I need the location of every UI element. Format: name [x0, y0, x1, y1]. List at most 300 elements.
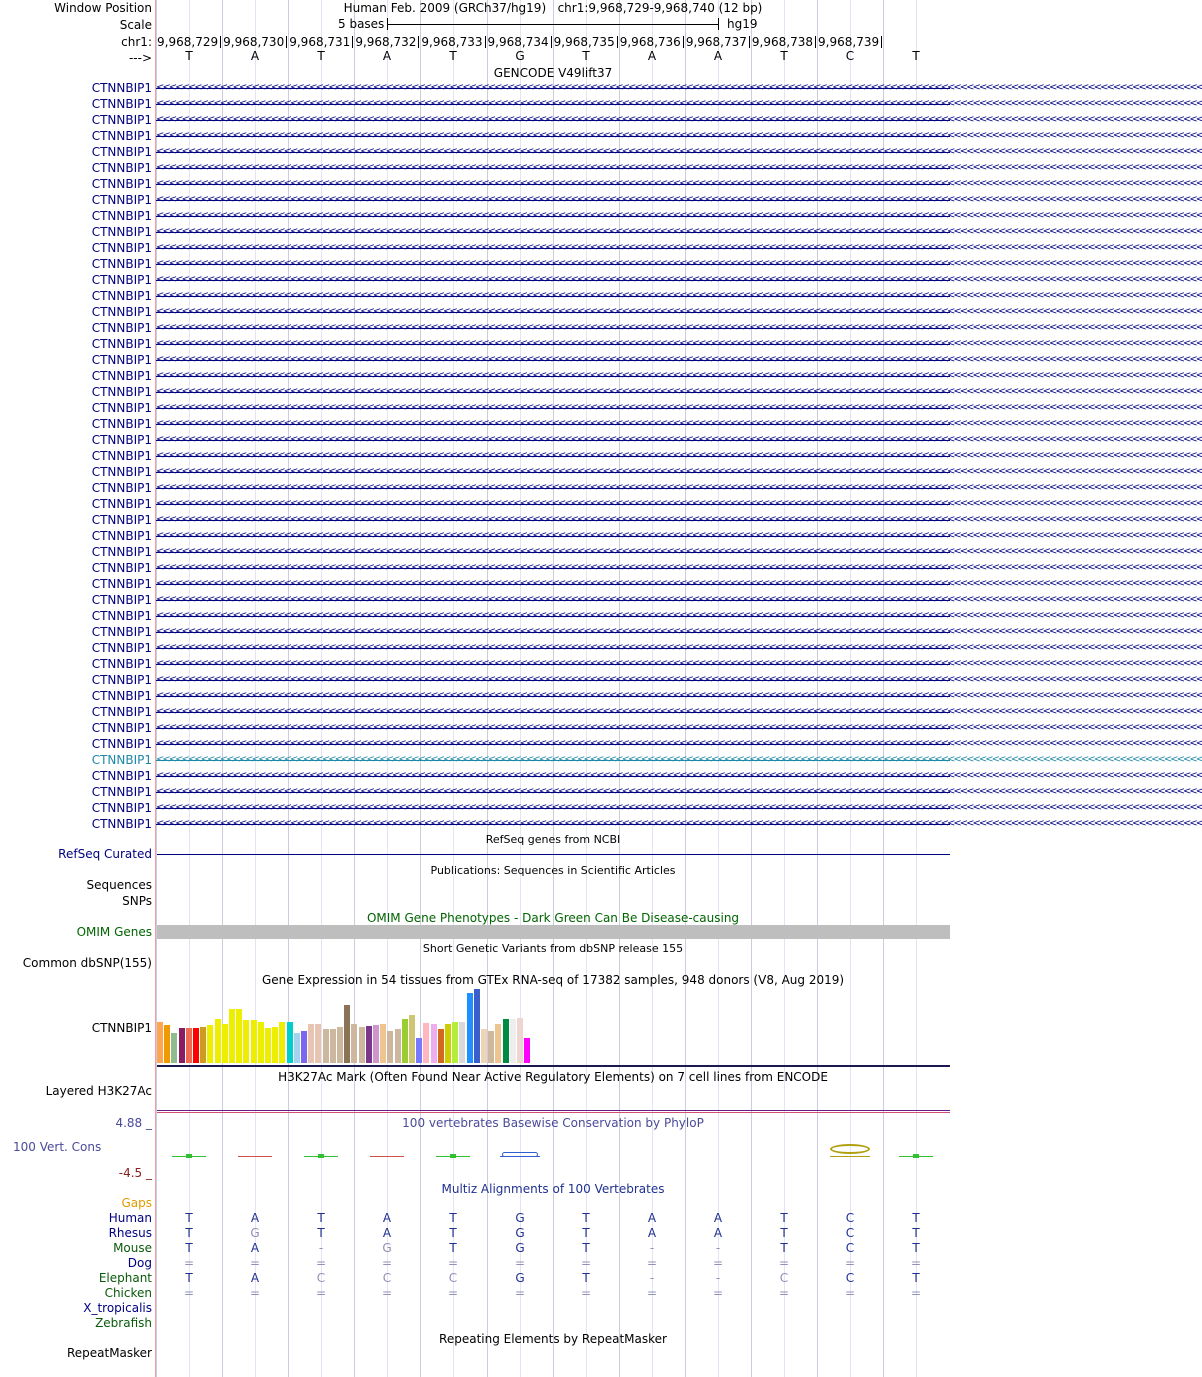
- alignment-base: T: [780, 1226, 788, 1240]
- gtex-tissue-bar[interactable]: [258, 1022, 264, 1063]
- gtex-tissue-bar[interactable]: [387, 1031, 393, 1063]
- transcript-label[interactable]: CTNNBIP1: [91, 433, 152, 447]
- gtex-tissue-bar[interactable]: [323, 1029, 329, 1063]
- transcript-track[interactable]: [156, 465, 1202, 479]
- transcript-track[interactable]: [156, 529, 1202, 543]
- transcript-strand-arrows: <<<<<<<<<<<<<<<<<<<<<<<<<<<<<<<<<<<<<<<<<<<<<<<<<<<<<<<<<<<<<<<<<<<<<<<<<<<<<<<<<<<<<<<<<<<<<<<<<<<<<<<<<<<<<<<<<<<<<<<<<<<<<<<<<<<<<<<<<<<<<<<<<<<<<<<<<<<<<<<<<<<<: [156, 98, 1202, 109]
- transcript-track[interactable]: [156, 209, 1202, 223]
- alignment-base: =: [249, 1286, 261, 1300]
- transcript-label[interactable]: CTNNBIP1: [91, 753, 152, 767]
- alignment-base: =: [315, 1286, 327, 1300]
- gtex-tissue-bar[interactable]: [467, 993, 473, 1063]
- gtex-tissue-bar[interactable]: [366, 1026, 372, 1063]
- gtex-tissue-bar[interactable]: [294, 1033, 300, 1063]
- base-letter: A: [250, 49, 260, 63]
- alignment-base: T: [449, 1226, 457, 1240]
- alignment-base: T: [912, 1211, 920, 1225]
- transcript-label[interactable]: CTNNBIP1: [91, 417, 152, 431]
- refseq-track-label[interactable]: RefSeq Curated: [58, 847, 152, 861]
- alignment-base: =: [315, 1256, 327, 1270]
- transcript-track[interactable]: [156, 561, 1202, 575]
- alignment-base: A: [250, 1241, 260, 1255]
- gtex-tissue-bar[interactable]: [164, 1025, 170, 1063]
- gtex-baseline: [157, 1065, 950, 1067]
- alignment-base: =: [381, 1286, 393, 1300]
- gtex-tissue-bar[interactable]: [402, 1019, 408, 1063]
- transcript-track[interactable]: [156, 785, 1202, 799]
- gtex-tissue-bar[interactable]: [380, 1024, 386, 1063]
- transcript-strand-arrows: <<<<<<<<<<<<<<<<<<<<<<<<<<<<<<<<<<<<<<<<<<<<<<<<<<<<<<<<<<<<<<<<<<<<<<<<<<<<<<<<<<<<<<<<<<<<<<<<<<<<<<<<<<<<<<<<<<<<<<<<<<<<<<<<<<<<<<<<<<<<<<<<<<<<<<<<<<<<<<<<<<<<: [156, 722, 1202, 733]
- coordinate-tick: [220, 36, 221, 48]
- transcript-label[interactable]: CTNNBIP1: [91, 817, 152, 831]
- publications-sequences-label[interactable]: Sequences: [86, 878, 152, 892]
- coordinate-tick: [749, 36, 750, 48]
- phylop-score-dot: [913, 1154, 919, 1158]
- coordinate-tick: [815, 36, 816, 48]
- gtex-tissue-bar[interactable]: [438, 1029, 444, 1063]
- phylop-score-mark: [830, 1156, 870, 1157]
- position-title: [156, 1, 950, 15]
- species-label[interactable]: Dog: [127, 1256, 152, 1270]
- alignment-base: T: [185, 1211, 193, 1225]
- h3k27ac-track-title[interactable]: H3K27Ac Mark (Often Found Near Active Regulatory Elements) on 7 cell lines from ENCODE: [278, 1070, 828, 1084]
- transcript-label[interactable]: CTNNBIP1: [91, 145, 152, 159]
- gtex-bar-chart[interactable]: [157, 988, 577, 1063]
- alignment-base: C: [382, 1271, 392, 1285]
- phylop-min-label: -4.5 _: [118, 1166, 152, 1180]
- gtex-tissue-bar[interactable]: [395, 1029, 401, 1063]
- gtex-tissue-bar[interactable]: [186, 1028, 192, 1063]
- transcript-label[interactable]: CTNNBIP1: [91, 177, 152, 191]
- alignment-base: =: [712, 1256, 724, 1270]
- omim-bar[interactable]: [157, 925, 950, 939]
- transcript-label[interactable]: CTNNBIP1: [91, 785, 152, 799]
- transcript-label[interactable]: CTNNBIP1: [91, 353, 152, 367]
- transcript-strand-arrows: <<<<<<<<<<<<<<<<<<<<<<<<<<<<<<<<<<<<<<<<<<<<<<<<<<<<<<<<<<<<<<<<<<<<<<<<<<<<<<<<<<<<<<<<<<<<<<<<<<<<<<<<<<<<<<<<<<<<<<<<<<<<<<<<<<<<<<<<<<<<<<<<<<<<<<<<<<<<<<<<<<<<: [156, 226, 1202, 237]
- transcript-strand-arrows: <<<<<<<<<<<<<<<<<<<<<<<<<<<<<<<<<<<<<<<<<<<<<<<<<<<<<<<<<<<<<<<<<<<<<<<<<<<<<<<<<<<<<<<<<<<<<<<<<<<<<<<<<<<<<<<<<<<<<<<<<<<<<<<<<<<<<<<<<<<<<<<<<<<<<<<<<<<<<<<<<<<<: [156, 450, 1202, 461]
- transcript-label[interactable]: CTNNBIP1: [91, 289, 152, 303]
- gtex-tissue-bar[interactable]: [359, 1027, 365, 1063]
- alignment-base: =: [183, 1256, 195, 1270]
- gtex-tissue-bar[interactable]: [179, 1028, 185, 1063]
- base-letter: C: [845, 49, 855, 63]
- h3k27ac-track-label[interactable]: Layered H3K27Ac: [45, 1084, 152, 1098]
- transcript-strand-arrows: <<<<<<<<<<<<<<<<<<<<<<<<<<<<<<<<<<<<<<<<<<<<<<<<<<<<<<<<<<<<<<<<<<<<<<<<<<<<<<<<<<<<<<<<<<<<<<<<<<<<<<<<<<<<<<<<<<<<<<<<<<<<<<<<<<<<<<<<<<<<<<<<<<<<<<<<<<<<<<<<<<<<: [156, 786, 1202, 797]
- gencode-track-title[interactable]: GENCODE V49lift37: [493, 66, 613, 80]
- gtex-gene-label[interactable]: CTNNBIP1: [91, 1021, 152, 1035]
- transcript-label[interactable]: CTNNBIP1: [91, 113, 152, 127]
- transcript-track[interactable]: [156, 609, 1202, 623]
- species-label[interactable]: Elephant: [98, 1271, 152, 1285]
- transcript-track[interactable]: [156, 801, 1202, 815]
- alignment-base: T: [582, 1211, 590, 1225]
- alignment-base: =: [778, 1256, 790, 1270]
- transcript-track[interactable]: [156, 401, 1202, 415]
- gtex-tissue-bar[interactable]: [517, 1018, 523, 1063]
- alignment-base: T: [449, 1211, 457, 1225]
- transcript-strand-arrows: <<<<<<<<<<<<<<<<<<<<<<<<<<<<<<<<<<<<<<<<<<<<<<<<<<<<<<<<<<<<<<<<<<<<<<<<<<<<<<<<<<<<<<<<<<<<<<<<<<<<<<<<<<<<<<<<<<<<<<<<<<<<<<<<<<<<<<<<<<<<<<<<<<<<<<<<<<<<<<<<<<<<: [156, 546, 1202, 557]
- alignment-base: =: [249, 1256, 261, 1270]
- phylop-score-dot: [186, 1154, 192, 1158]
- transcript-track[interactable]: [156, 225, 1202, 239]
- transcript-label[interactable]: CTNNBIP1: [91, 241, 152, 255]
- transcript-track[interactable]: [156, 497, 1202, 511]
- transcript-strand-arrows: <<<<<<<<<<<<<<<<<<<<<<<<<<<<<<<<<<<<<<<<<<<<<<<<<<<<<<<<<<<<<<<<<<<<<<<<<<<<<<<<<<<<<<<<<<<<<<<<<<<<<<<<<<<<<<<<<<<<<<<<<<<<<<<<<<<<<<<<<<<<<<<<<<<<<<<<<<<<<<<<<<<<: [156, 690, 1202, 701]
- transcript-track[interactable]: [156, 417, 1202, 431]
- transcript-track[interactable]: [156, 593, 1202, 607]
- coordinate-label: 9,968,735: [553, 35, 615, 49]
- coordinate-label: 9,968,730: [223, 35, 285, 49]
- transcript-strand-arrows: <<<<<<<<<<<<<<<<<<<<<<<<<<<<<<<<<<<<<<<<<<<<<<<<<<<<<<<<<<<<<<<<<<<<<<<<<<<<<<<<<<<<<<<<<<<<<<<<<<<<<<<<<<<<<<<<<<<<<<<<<<<<<<<<<<<<<<<<<<<<<<<<<<<<<<<<<<<<<<<<<<<<: [156, 738, 1202, 749]
- alignment-base: C: [845, 1241, 855, 1255]
- alignment-base: =: [514, 1256, 526, 1270]
- transcript-strand-arrows: <<<<<<<<<<<<<<<<<<<<<<<<<<<<<<<<<<<<<<<<<<<<<<<<<<<<<<<<<<<<<<<<<<<<<<<<<<<<<<<<<<<<<<<<<<<<<<<<<<<<<<<<<<<<<<<<<<<<<<<<<<<<<<<<<<<<<<<<<<<<<<<<<<<<<<<<<<<<<<<<<<<<: [156, 770, 1202, 781]
- transcript-track[interactable]: [156, 97, 1202, 111]
- transcript-strand-arrows: <<<<<<<<<<<<<<<<<<<<<<<<<<<<<<<<<<<<<<<<<<<<<<<<<<<<<<<<<<<<<<<<<<<<<<<<<<<<<<<<<<<<<<<<<<<<<<<<<<<<<<<<<<<<<<<<<<<<<<<<<<<<<<<<<<<<<<<<<<<<<<<<<<<<<<<<<<<<<<<<<<<<: [156, 498, 1202, 509]
- species-label[interactable]: Mouse: [113, 1241, 152, 1255]
- coordinate-label: 9,968,734: [487, 35, 549, 49]
- transcript-strand-arrows: <<<<<<<<<<<<<<<<<<<<<<<<<<<<<<<<<<<<<<<<<<<<<<<<<<<<<<<<<<<<<<<<<<<<<<<<<<<<<<<<<<<<<<<<<<<<<<<<<<<<<<<<<<<<<<<<<<<<<<<<<<<<<<<<<<<<<<<<<<<<<<<<<<<<<<<<<<<<<<<<<<<<: [156, 706, 1202, 717]
- scale-db: hg19: [727, 17, 758, 31]
- coordinate-label: 9,968,737: [685, 35, 747, 49]
- transcript-strand-arrows: <<<<<<<<<<<<<<<<<<<<<<<<<<<<<<<<<<<<<<<<<<<<<<<<<<<<<<<<<<<<<<<<<<<<<<<<<<<<<<<<<<<<<<<<<<<<<<<<<<<<<<<<<<<<<<<<<<<<<<<<<<<<<<<<<<<<<<<<<<<<<<<<<<<<<<<<<<<<<<<<<<<<: [156, 466, 1202, 477]
- transcript-label[interactable]: CTNNBIP1: [91, 257, 152, 271]
- gtex-tissue-bar[interactable]: [157, 1022, 163, 1063]
- alignment-base: =: [646, 1256, 658, 1270]
- transcript-strand-arrows: <<<<<<<<<<<<<<<<<<<<<<<<<<<<<<<<<<<<<<<<<<<<<<<<<<<<<<<<<<<<<<<<<<<<<<<<<<<<<<<<<<<<<<<<<<<<<<<<<<<<<<<<<<<<<<<<<<<<<<<<<<<<<<<<<<<<<<<<<<<<<<<<<<<<<<<<<<<<<<<<<<<<: [156, 514, 1202, 525]
- gtex-tissue-bar[interactable]: [171, 1033, 177, 1063]
- gtex-tissue-bar[interactable]: [301, 1031, 307, 1063]
- transcript-label[interactable]: CTNNBIP1: [91, 385, 152, 399]
- transcript-track[interactable]: [156, 673, 1202, 687]
- gtex-tissue-bar[interactable]: [488, 1031, 494, 1063]
- alignment-base: A: [713, 1226, 723, 1240]
- transcript-track[interactable]: [156, 577, 1202, 591]
- gtex-tissue-bar[interactable]: [524, 1038, 530, 1063]
- alignment-base: =: [844, 1286, 856, 1300]
- transcript-track[interactable]: [156, 449, 1202, 463]
- transcript-track[interactable]: [156, 289, 1202, 303]
- h3k27ac-line-top: [157, 1110, 950, 1111]
- alignment-base: G: [250, 1226, 260, 1240]
- chrom-label: chr1:: [121, 35, 152, 49]
- alignment-base: T: [185, 1226, 193, 1240]
- gtex-tissue-bar[interactable]: [373, 1025, 379, 1063]
- base-letter: T: [449, 49, 457, 63]
- transcript-track[interactable]: [156, 321, 1202, 335]
- transcript-label[interactable]: CTNNBIP1: [91, 273, 152, 287]
- transcript-track[interactable]: [156, 145, 1202, 159]
- phylop-score-dot: [450, 1154, 456, 1158]
- gtex-tissue-bar[interactable]: [236, 1009, 242, 1063]
- omim-track-label[interactable]: OMIM Genes: [76, 925, 152, 939]
- gtex-tissue-bar[interactable]: [409, 1015, 415, 1063]
- transcript-label[interactable]: CTNNBIP1: [91, 225, 152, 239]
- gtex-tissue-bar[interactable]: [416, 1038, 422, 1063]
- transcript-track[interactable]: [156, 129, 1202, 143]
- repeatmasker-track-label[interactable]: RepeatMasker: [66, 1346, 152, 1360]
- alignment-base: A: [647, 1226, 657, 1240]
- transcript-strand-arrows: <<<<<<<<<<<<<<<<<<<<<<<<<<<<<<<<<<<<<<<<<<<<<<<<<<<<<<<<<<<<<<<<<<<<<<<<<<<<<<<<<<<<<<<<<<<<<<<<<<<<<<<<<<<<<<<<<<<<<<<<<<<<<<<<<<<<<<<<<<<<<<<<<<<<<<<<<<<<<<<<<<<<: [156, 418, 1202, 429]
- coordinate-tick: [286, 36, 287, 48]
- transcript-label[interactable]: CTNNBIP1: [91, 161, 152, 175]
- transcript-strand-arrows: <<<<<<<<<<<<<<<<<<<<<<<<<<<<<<<<<<<<<<<<<<<<<<<<<<<<<<<<<<<<<<<<<<<<<<<<<<<<<<<<<<<<<<<<<<<<<<<<<<<<<<<<<<<<<<<<<<<<<<<<<<<<<<<<<<<<<<<<<<<<<<<<<<<<<<<<<<<<<<<<<<<<: [156, 354, 1202, 365]
- species-label[interactable]: X_tropicalis: [83, 1301, 152, 1315]
- transcript-track[interactable]: [156, 689, 1202, 703]
- coordinate-tick: [617, 36, 618, 48]
- transcript-label[interactable]: CTNNBIP1: [91, 369, 152, 383]
- gtex-tissue-bar[interactable]: [431, 1024, 437, 1063]
- transcript-track[interactable]: [156, 657, 1202, 671]
- transcript-track[interactable]: [156, 433, 1202, 447]
- gtex-tissue-bar[interactable]: [351, 1024, 357, 1063]
- transcript-track[interactable]: [156, 385, 1202, 399]
- coordinate-tick: [485, 36, 486, 48]
- transcript-label[interactable]: CTNNBIP1: [91, 609, 152, 623]
- gtex-tissue-bar[interactable]: [215, 1019, 221, 1063]
- transcript-track[interactable]: [156, 737, 1202, 751]
- transcript-strand-arrows: <<<<<<<<<<<<<<<<<<<<<<<<<<<<<<<<<<<<<<<<<<<<<<<<<<<<<<<<<<<<<<<<<<<<<<<<<<<<<<<<<<<<<<<<<<<<<<<<<<<<<<<<<<<<<<<<<<<<<<<<<<<<<<<<<<<<<<<<<<<<<<<<<<<<<<<<<<<<<<<<<<<<: [156, 306, 1202, 317]
- alignment-base: C: [779, 1271, 789, 1285]
- transcript-label[interactable]: CTNNBIP1: [91, 705, 152, 719]
- alignment-base: -: [318, 1241, 324, 1255]
- transcript-label[interactable]: CTNNBIP1: [91, 321, 152, 335]
- coordinate-tick: [418, 36, 419, 48]
- transcript-track[interactable]: [156, 513, 1202, 527]
- transcript-label[interactable]: CTNNBIP1: [91, 545, 152, 559]
- transcript-label[interactable]: CTNNBIP1: [91, 737, 152, 751]
- transcript-track[interactable]: [156, 241, 1202, 255]
- scale-bar-line: [387, 24, 719, 25]
- transcript-label[interactable]: CTNNBIP1: [91, 657, 152, 671]
- gtex-tissue-bar[interactable]: [474, 989, 480, 1063]
- transcript-track[interactable]: [156, 353, 1202, 367]
- gtex-tissue-bar[interactable]: [344, 1005, 350, 1063]
- phylop-plot[interactable]: [156, 1140, 950, 1164]
- refseq-track-line: [157, 854, 950, 855]
- h3k27ac-line-bottom: [157, 1112, 950, 1113]
- transcript-label[interactable]: CTNNBIP1: [91, 193, 152, 207]
- scale-text: 5 bases: [338, 17, 385, 31]
- transcript-label[interactable]: CTNNBIP1: [91, 209, 152, 223]
- gtex-tissue-bar[interactable]: [445, 1024, 451, 1063]
- transcript-label[interactable]: CTNNBIP1: [91, 449, 152, 463]
- transcript-track[interactable]: [156, 177, 1202, 191]
- base-letter: A: [647, 49, 657, 63]
- gtex-tissue-bar[interactable]: [452, 1022, 458, 1063]
- transcript-strand-arrows: <<<<<<<<<<<<<<<<<<<<<<<<<<<<<<<<<<<<<<<<<<<<<<<<<<<<<<<<<<<<<<<<<<<<<<<<<<<<<<<<<<<<<<<<<<<<<<<<<<<<<<<<<<<<<<<<<<<<<<<<<<<<<<<<<<<<<<<<<<<<<<<<<<<<<<<<<<<<<<<<<<<<: [156, 402, 1202, 413]
- gtex-tissue-bar[interactable]: [308, 1024, 314, 1063]
- transcript-strand-arrows: <<<<<<<<<<<<<<<<<<<<<<<<<<<<<<<<<<<<<<<<<<<<<<<<<<<<<<<<<<<<<<<<<<<<<<<<<<<<<<<<<<<<<<<<<<<<<<<<<<<<<<<<<<<<<<<<<<<<<<<<<<<<<<<<<<<<<<<<<<<<<<<<<<<<<<<<<<<<<<<<<<<<: [156, 626, 1202, 637]
- transcript-track[interactable]: [156, 193, 1202, 207]
- transcript-strand-arrows: <<<<<<<<<<<<<<<<<<<<<<<<<<<<<<<<<<<<<<<<<<<<<<<<<<<<<<<<<<<<<<<<<<<<<<<<<<<<<<<<<<<<<<<<<<<<<<<<<<<<<<<<<<<<<<<<<<<<<<<<<<<<<<<<<<<<<<<<<<<<<<<<<<<<<<<<<<<<<<<<<<<<: [156, 434, 1202, 445]
- transcript-label[interactable]: CTNNBIP1: [91, 497, 152, 511]
- transcript-label[interactable]: CTNNBIP1: [91, 465, 152, 479]
- alignment-base: G: [515, 1211, 525, 1225]
- gtex-tissue-bar[interactable]: [503, 1019, 509, 1063]
- transcript-track[interactable]: [156, 257, 1202, 271]
- transcript-track[interactable]: [156, 305, 1202, 319]
- transcript-track[interactable]: [156, 641, 1202, 655]
- scale-bar-right-tick: [718, 18, 719, 30]
- transcript-label[interactable]: CTNNBIP1: [91, 561, 152, 575]
- transcript-label[interactable]: CTNNBIP1: [91, 529, 152, 543]
- species-label[interactable]: Zebrafish: [95, 1316, 152, 1330]
- phylop-score-arrow: [502, 1152, 538, 1157]
- gtex-track-title[interactable]: Gene Expression in 54 tissues from GTEx RNA-seq of 17382 samples, 948 donors (V8, Aug 2019): [261, 973, 845, 987]
- alignment-base: G: [382, 1241, 392, 1255]
- species-label[interactable]: Human: [108, 1211, 152, 1225]
- gaps-label[interactable]: Gaps: [121, 1196, 152, 1210]
- transcript-strand-arrows: <<<<<<<<<<<<<<<<<<<<<<<<<<<<<<<<<<<<<<<<<<<<<<<<<<<<<<<<<<<<<<<<<<<<<<<<<<<<<<<<<<<<<<<<<<<<<<<<<<<<<<<<<<<<<<<<<<<<<<<<<<<<<<<<<<<<<<<<<<<<<<<<<<<<<<<<<<<<<<<<<<<<: [156, 370, 1202, 381]
- transcript-label[interactable]: CTNNBIP1: [91, 673, 152, 687]
- multiz-track-title[interactable]: Multiz Alignments of 100 Vertebrates: [441, 1182, 665, 1196]
- coordinate-tick: [881, 36, 882, 48]
- transcript-track[interactable]: [156, 769, 1202, 783]
- coordinate-tick: [352, 36, 353, 48]
- alignment-base: A: [250, 1271, 260, 1285]
- gtex-tissue-bar[interactable]: [207, 1025, 213, 1063]
- transcript-label[interactable]: CTNNBIP1: [91, 689, 152, 703]
- gtex-tissue-bar[interactable]: [243, 1020, 249, 1063]
- transcript-label[interactable]: CTNNBIP1: [91, 81, 152, 95]
- transcript-track[interactable]: [156, 81, 1202, 95]
- transcript-track[interactable]: [156, 625, 1202, 639]
- publications-track-title[interactable]: Publications: Sequences in Scientific Articles: [430, 864, 676, 877]
- transcript-track[interactable]: [156, 161, 1202, 175]
- alignment-base: A: [713, 1211, 723, 1225]
- transcript-strand-arrows: <<<<<<<<<<<<<<<<<<<<<<<<<<<<<<<<<<<<<<<<<<<<<<<<<<<<<<<<<<<<<<<<<<<<<<<<<<<<<<<<<<<<<<<<<<<<<<<<<<<<<<<<<<<<<<<<<<<<<<<<<<<<<<<<<<<<<<<<<<<<<<<<<<<<<<<<<<<<<<<<<<<<: [156, 338, 1202, 349]
- alignment-base: C: [845, 1211, 855, 1225]
- transcript-label[interactable]: CTNNBIP1: [91, 481, 152, 495]
- alignment-base: =: [381, 1256, 393, 1270]
- species-label[interactable]: Chicken: [104, 1286, 152, 1300]
- transcript-label[interactable]: CTNNBIP1: [91, 577, 152, 591]
- transcript-label[interactable]: CTNNBIP1: [91, 721, 152, 735]
- alignment-base: C: [845, 1226, 855, 1240]
- alignment-base: C: [845, 1271, 855, 1285]
- transcript-track[interactable]: [156, 817, 1202, 831]
- transcript-track[interactable]: [156, 337, 1202, 351]
- base-letter: T: [780, 49, 788, 63]
- transcript-strand-arrows: <<<<<<<<<<<<<<<<<<<<<<<<<<<<<<<<<<<<<<<<<<<<<<<<<<<<<<<<<<<<<<<<<<<<<<<<<<<<<<<<<<<<<<<<<<<<<<<<<<<<<<<<<<<<<<<<<<<<<<<<<<<<<<<<<<<<<<<<<<<<<<<<<<<<<<<<<<<<<<<<<<<<: [156, 642, 1202, 653]
- transcript-track[interactable]: [156, 721, 1202, 735]
- gtex-tissue-bar[interactable]: [200, 1027, 206, 1063]
- transcript-track[interactable]: [156, 753, 1202, 767]
- transcript-label[interactable]: CTNNBIP1: [91, 129, 152, 143]
- alignment-base: =: [712, 1286, 724, 1300]
- transcript-track[interactable]: [156, 545, 1202, 559]
- alignment-base: T: [582, 1226, 590, 1240]
- strand-label: --->: [128, 51, 152, 65]
- alignment-base: =: [910, 1256, 922, 1270]
- coordinate-label: 9,968,729: [157, 35, 219, 49]
- species-label[interactable]: Rhesus: [108, 1226, 152, 1240]
- alignment-base: =: [844, 1256, 856, 1270]
- gtex-tissue-bar[interactable]: [510, 1019, 516, 1063]
- transcript-label[interactable]: CTNNBIP1: [91, 625, 152, 639]
- transcript-label[interactable]: CTNNBIP1: [91, 513, 152, 527]
- transcript-label[interactable]: CTNNBIP1: [91, 305, 152, 319]
- transcript-label[interactable]: CTNNBIP1: [91, 97, 152, 111]
- transcript-track[interactable]: [156, 705, 1202, 719]
- alignment-base: T: [582, 1271, 590, 1285]
- assembly-name: Human Feb. 2009 (GRCh37/hg19): [343, 1, 547, 15]
- alignment-base: =: [910, 1286, 922, 1300]
- gtex-tissue-bar[interactable]: [337, 1027, 343, 1063]
- alignment-base: =: [447, 1286, 459, 1300]
- transcript-strand-arrows: <<<<<<<<<<<<<<<<<<<<<<<<<<<<<<<<<<<<<<<<<<<<<<<<<<<<<<<<<<<<<<<<<<<<<<<<<<<<<<<<<<<<<<<<<<<<<<<<<<<<<<<<<<<<<<<<<<<<<<<<<<<<<<<<<<<<<<<<<<<<<<<<<<<<<<<<<<<<<<<<<<<<: [156, 594, 1202, 605]
- gtex-tissue-bar[interactable]: [279, 1022, 285, 1063]
- dbsnp-track-label[interactable]: Common dbSNP(155): [22, 956, 152, 970]
- transcript-strand-arrows: <<<<<<<<<<<<<<<<<<<<<<<<<<<<<<<<<<<<<<<<<<<<<<<<<<<<<<<<<<<<<<<<<<<<<<<<<<<<<<<<<<<<<<<<<<<<<<<<<<<<<<<<<<<<<<<<<<<<<<<<<<<<<<<<<<<<<<<<<<<<<<<<<<<<<<<<<<<<<<<<<<<<: [156, 242, 1202, 253]
- gtex-tissue-bar[interactable]: [330, 1029, 336, 1063]
- transcript-track[interactable]: [156, 369, 1202, 383]
- gtex-tissue-bar[interactable]: [193, 1028, 199, 1063]
- gtex-tissue-bar[interactable]: [287, 1022, 293, 1063]
- scale-bar-left-tick: [387, 18, 388, 30]
- transcript-label[interactable]: CTNNBIP1: [91, 801, 152, 815]
- gtex-tissue-bar[interactable]: [315, 1024, 321, 1063]
- coordinate-label: 9,968,736: [619, 35, 681, 49]
- transcript-strand-arrows: <<<<<<<<<<<<<<<<<<<<<<<<<<<<<<<<<<<<<<<<<<<<<<<<<<<<<<<<<<<<<<<<<<<<<<<<<<<<<<<<<<<<<<<<<<<<<<<<<<<<<<<<<<<<<<<<<<<<<<<<<<<<<<<<<<<<<<<<<<<<<<<<<<<<<<<<<<<<<<<<<<<<: [156, 530, 1202, 541]
- gtex-tissue-bar[interactable]: [423, 1023, 429, 1063]
- transcript-label[interactable]: CTNNBIP1: [91, 401, 152, 415]
- phylop-track-title[interactable]: 100 vertebrates Basewise Conservation by PhyloP: [402, 1116, 704, 1130]
- alignment-base: G: [515, 1241, 525, 1255]
- transcript-label[interactable]: CTNNBIP1: [91, 769, 152, 783]
- transcript-track[interactable]: [156, 113, 1202, 127]
- transcript-strand-arrows: <<<<<<<<<<<<<<<<<<<<<<<<<<<<<<<<<<<<<<<<<<<<<<<<<<<<<<<<<<<<<<<<<<<<<<<<<<<<<<<<<<<<<<<<<<<<<<<<<<<<<<<<<<<<<<<<<<<<<<<<<<<<<<<<<<<<<<<<<<<<<<<<<<<<<<<<<<<<<<<<<<<<: [156, 754, 1202, 765]
- gtex-tissue-bar[interactable]: [251, 1020, 257, 1063]
- alignment-base: T: [317, 1226, 325, 1240]
- gtex-tissue-bar[interactable]: [272, 1027, 278, 1063]
- transcript-label[interactable]: CTNNBIP1: [91, 337, 152, 351]
- phylop-track-label[interactable]: 100 Vert. Cons: [13, 1140, 102, 1154]
- gtex-tissue-bar[interactable]: [222, 1024, 228, 1063]
- phylop-score-peak: [830, 1144, 870, 1154]
- transcript-strand-arrows: <<<<<<<<<<<<<<<<<<<<<<<<<<<<<<<<<<<<<<<<<<<<<<<<<<<<<<<<<<<<<<<<<<<<<<<<<<<<<<<<<<<<<<<<<<<<<<<<<<<<<<<<<<<<<<<<<<<<<<<<<<<<<<<<<<<<<<<<<<<<<<<<<<<<<<<<<<<<<<<<<<<<: [156, 162, 1202, 173]
- alignment-base: C: [316, 1271, 326, 1285]
- gtex-tissue-bar[interactable]: [481, 1029, 487, 1063]
- scale-label: Scale: [119, 18, 152, 32]
- repeatmasker-track-title[interactable]: Repeating Elements by RepeatMasker: [439, 1332, 667, 1346]
- gtex-tissue-bar[interactable]: [229, 1009, 235, 1063]
- alignment-base: =: [646, 1286, 658, 1300]
- transcript-label[interactable]: CTNNBIP1: [91, 641, 152, 655]
- alignment-base: -: [649, 1241, 655, 1255]
- transcript-track[interactable]: [156, 481, 1202, 495]
- phylop-score-mark: [238, 1156, 272, 1157]
- alignment-base: A: [382, 1211, 392, 1225]
- alignment-base: T: [780, 1211, 788, 1225]
- coordinate-ruler: [156, 35, 950, 49]
- gtex-tissue-bar[interactable]: [495, 1024, 501, 1063]
- gtex-tissue-bar[interactable]: [265, 1028, 271, 1063]
- dbsnp-track-title[interactable]: Short Genetic Variants from dbSNP release 155: [422, 942, 684, 955]
- transcript-label[interactable]: CTNNBIP1: [91, 593, 152, 607]
- transcript-track[interactable]: [156, 273, 1202, 287]
- coordinate-label: 9,968,733: [421, 35, 483, 49]
- transcript-strand-arrows: <<<<<<<<<<<<<<<<<<<<<<<<<<<<<<<<<<<<<<<<<<<<<<<<<<<<<<<<<<<<<<<<<<<<<<<<<<<<<<<<<<<<<<<<<<<<<<<<<<<<<<<<<<<<<<<<<<<<<<<<<<<<<<<<<<<<<<<<<<<<<<<<<<<<<<<<<<<<<<<<<<<<: [156, 290, 1202, 301]
- transcript-strand-arrows: <<<<<<<<<<<<<<<<<<<<<<<<<<<<<<<<<<<<<<<<<<<<<<<<<<<<<<<<<<<<<<<<<<<<<<<<<<<<<<<<<<<<<<<<<<<<<<<<<<<<<<<<<<<<<<<<<<<<<<<<<<<<<<<<<<<<<<<<<<<<<<<<<<<<<<<<<<<<<<<<<<<<: [156, 386, 1202, 397]
- publications-snps-label[interactable]: SNPs: [122, 894, 152, 908]
- gtex-tissue-bar[interactable]: [459, 1022, 465, 1063]
- omim-track-title[interactable]: OMIM Gene Phenotypes - Dark Green Can Be Disease-causing: [366, 911, 740, 925]
- refseq-track-title[interactable]: RefSeq genes from NCBI: [485, 833, 621, 846]
- transcript-strand-arrows: <<<<<<<<<<<<<<<<<<<<<<<<<<<<<<<<<<<<<<<<<<<<<<<<<<<<<<<<<<<<<<<<<<<<<<<<<<<<<<<<<<<<<<<<<<<<<<<<<<<<<<<<<<<<<<<<<<<<<<<<<<<<<<<<<<<<<<<<<<<<<<<<<<<<<<<<<<<<<<<<<<<<: [156, 82, 1202, 93]
- scale-bar: [336, 17, 756, 31]
